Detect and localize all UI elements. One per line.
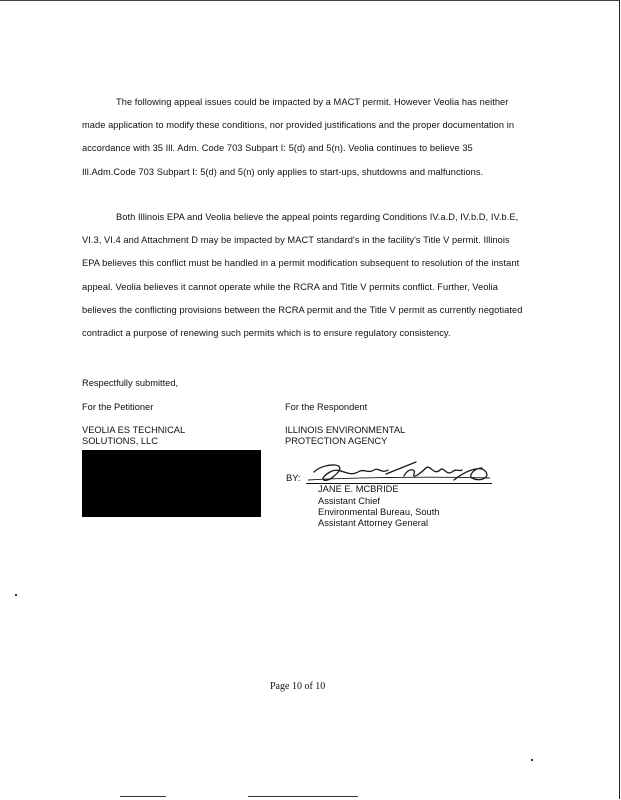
- closing-text: Respectfully submitted,: [82, 378, 179, 388]
- by-label: BY:: [286, 473, 301, 483]
- petitioner-name-line-1: VEOLIA ES TECHNICAL: [82, 425, 186, 435]
- signer-title-1: Assistant Chief: [318, 496, 381, 506]
- paragraph-2-text: Both Illinois EPA and Veolia believe the appeal points regarding Conditions IV.a.D, IV.b.D, IV.b.E, VI.3, VI.4 and Attachment D may be impacted by MACT standard's in the facility's Title V permit. Illinois EPA believes this conflict must be handled in a permit modification subsequent to resolution of the instant appeal. Veolia believes it cannot operate while the RCRA and Title V permits conflict. Further, Veolia believes the conflicting provisions between the RCRA permit and the Title V permit as currently negotiated contradict a purpose of renewing such permits which is to ensure regulatory consistency.: [82, 212, 523, 339]
- scan-edge-mark: [248, 796, 358, 797]
- petitioner-name-line-2: SOLUTIONS, LLC: [82, 436, 158, 446]
- scan-speck: [531, 759, 533, 761]
- paragraph-1: [82, 91, 526, 184]
- respondent-name-line-1: ILLINOIS ENVIRONMENTAL: [285, 425, 406, 435]
- scan-edge-mark: [120, 796, 166, 797]
- page-number: Page 10 of 10: [270, 681, 326, 692]
- signer-name: JANE E. MCBRIDE: [318, 484, 399, 494]
- respondent-name-line-2: PROTECTION AGENCY: [285, 436, 388, 446]
- paragraph-1-text: The following appeal issues could be impacted by a MACT permit. However Veolia has neither made application to modify these conditions, nor provided justifications and the proper documentation in accordance with 35 Ill. Adm. Code 703 Subpart I: 5(d) and 5(n). Veolia continues to believe 35 Ill.Adm.Code 703 Subpart I: 5(d) and 5(n) only applies to start-ups, shutdowns and malfunctions.: [82, 97, 515, 177]
- respondent-heading: For the Respondent: [285, 402, 368, 412]
- scan-speck: [15, 594, 17, 596]
- paragraph-2: [82, 206, 526, 345]
- redacted-signature-block: [82, 450, 261, 517]
- signer-title-2: Environmental Bureau, South: [318, 507, 440, 517]
- petitioner-heading: For the Petitioner: [82, 402, 154, 412]
- signer-title-3: Assistant Attorney General: [318, 518, 429, 528]
